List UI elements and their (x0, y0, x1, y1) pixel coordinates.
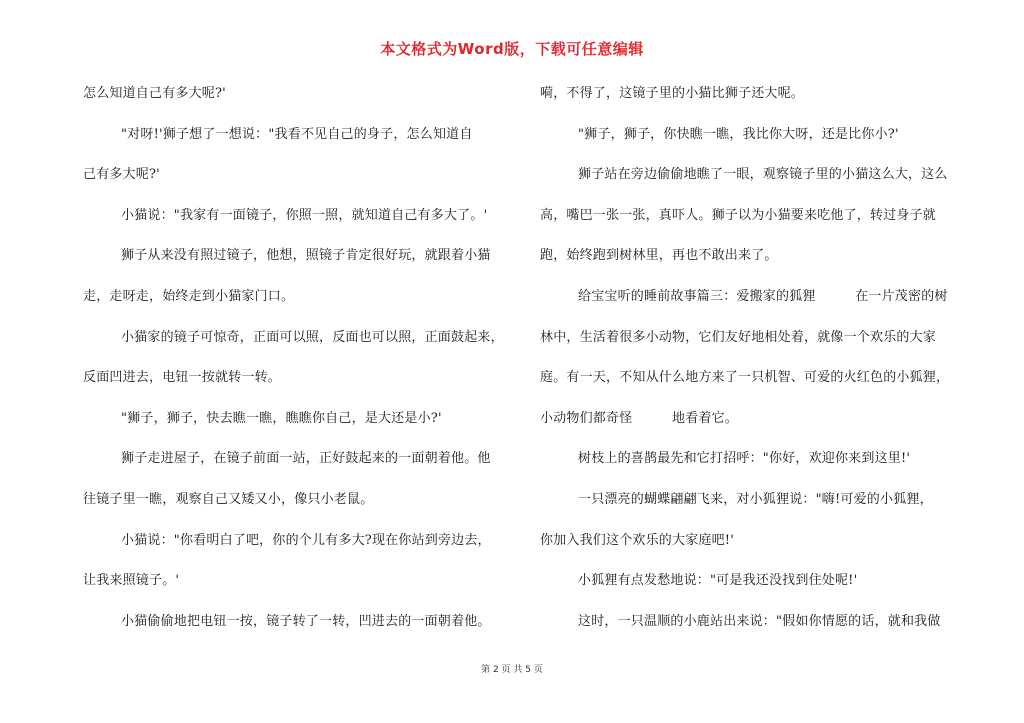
document-header: 本文格式为Word版，下载可任意编辑 (380, 40, 644, 58)
text-line: 己有多大呢?' (83, 167, 160, 182)
text-line: 一只漂亮的蝴蝶翩翩飞来，对小狐狸说："嗨!可爱的小狐狸， (578, 492, 933, 507)
text-line: 狮子走进屋子，在镜子前面一站，正好鼓起来的一面朝着他。他 (121, 451, 491, 466)
text-line: 林中，生活着很多小动物，它们友好地相处着，就像一个欢乐的大家 (540, 330, 937, 345)
text-line: 跑，始终跑到树林里，再也不敢出来了。 (540, 248, 778, 263)
text-line: 小猫说："你看明白了吧，你的个儿有多大?现在你站到旁边去， (121, 533, 491, 548)
text-line: 这时，一只温顺的小鹿站出来说："假如你情愿的话，就和我做 (578, 614, 941, 629)
text-line: 狮子站在旁边偷偷地瞧了一眼，观察镜子里的小猫这么大，这么 (578, 167, 948, 182)
text-line: 小猫说："我家有一面镜子，你照一照，就知道自己有多大了。' (121, 208, 488, 223)
text-line: "对呀!'狮子想了一想说："我看不见自己的身子，怎么知道自 (121, 127, 473, 142)
text-line: 狮子从来没有照过镜子，他想，照镜子肯定很好玩，就跟着小猫 (121, 248, 491, 263)
page-number: 第 2 页 共 5 页 (481, 665, 543, 675)
text-line: 庭。有一天，不知从什么地方来了一只机智、可爱的火红色的小狐狸， (540, 370, 950, 385)
text-line: 你加入我们这个欢乐的大家庭吧!' (540, 533, 734, 548)
text-line: "狮子，狮子，快去瞧一瞧，瞧瞧你自己，是大还是小?' (121, 411, 442, 426)
text-line: 小猫偷偷地把电钮一按，镜子转了一转，凹进去的一面朝着他。 (121, 614, 491, 629)
text-line: 反面凹进去，电钮一按就转一转。 (83, 370, 282, 385)
text-line: 让我来照镜子。' (83, 573, 180, 588)
text-line: 小狐狸有点发愁地说："可是我还没找到住处呢!' (578, 573, 858, 588)
text-line: 走，走呀走，始终走到小猫家门口。 (83, 289, 295, 304)
text-line: 往镜子里一瞧，观察自己又矮又小，像只小老鼠。 (83, 492, 374, 507)
text-line: 高，嘴巴一张一张，真吓人。狮子以为小猫要来吃他了，转过身子就 (540, 208, 937, 223)
text-line: 小动物们都奇怪 地看着它。 (540, 411, 739, 426)
text-line: 树枝上的喜鹊最先和它打招呼："你好，欢迎你来到这里!' (578, 451, 911, 466)
text-line: 小猫家的镜子可惊奇，正面可以照，反面也可以照，正面鼓起来， (121, 330, 504, 345)
text-line: 怎么知道自己有多大呢?' (83, 86, 226, 101)
text-line: "狮子，狮子，你快瞧一瞧，我比你大呀，还是比你小?' (578, 127, 899, 142)
text-line: 嗬，不得了，这镜子里的小猫比狮子还大呢。 (540, 86, 805, 101)
text-line: 给宝宝听的睡前故事篇三：爱搬家的狐狸 在一片茂密的树 (578, 289, 948, 304)
